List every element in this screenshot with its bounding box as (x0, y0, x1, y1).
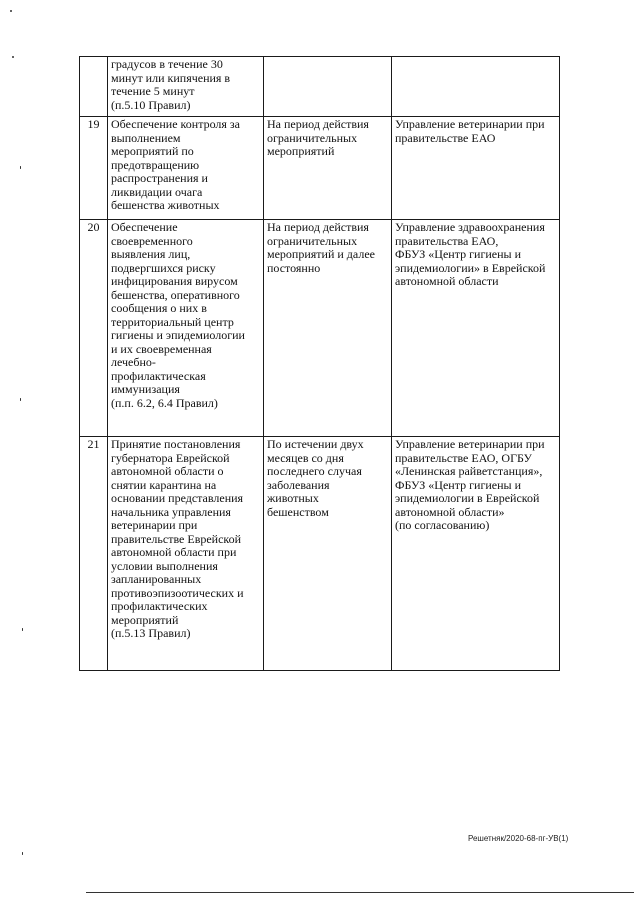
bottom-rule (86, 892, 634, 893)
term-text-line: последнего случая (267, 464, 362, 478)
term-text-line: По истечении двух (267, 437, 364, 451)
table-row (80, 57, 560, 117)
term-text-line: На период действия (267, 220, 369, 234)
responsible-text-line: автономной области» (395, 504, 505, 519)
measure-text-line: мероприятий по (111, 144, 194, 158)
responsible-text-line: Управление ветеринарии при (395, 117, 545, 131)
measure-text-line: (п.п. 6.2, 6.4 Правил) (111, 395, 218, 410)
document-id-footer: Решетняк/2020-68-пг-УВ(1) (468, 834, 569, 843)
measure-text-line: ветеринарии при (111, 518, 198, 532)
row-number-cell: 20 (80, 220, 108, 437)
term-cell (264, 220, 392, 437)
measure-text-line: снятии карантина на (111, 477, 217, 492)
measure-text-line: минут или кипячения в (111, 70, 231, 85)
scan-speck (12, 56, 14, 58)
measure-text-line: запланированных (111, 572, 202, 586)
responsible-text-line: (по согласованию) (395, 518, 490, 532)
responsible-text-line: правительстве ЕАО, ОГБУ (395, 450, 532, 465)
measure-text-line: бешенства, оперативного (111, 287, 240, 302)
measure-cell (108, 220, 264, 437)
measure-text-line: автономной области при (111, 545, 237, 559)
term-text-line: ограничительных (267, 130, 358, 145)
responsible-cell (392, 220, 560, 437)
measure-text-line: предотвращению (111, 157, 200, 172)
responsible-text-line: Управление ветеринарии при (395, 437, 545, 451)
table-row (80, 437, 560, 671)
measure-text-line: бешенства животных (111, 198, 220, 212)
measure-text-line: Принятие постановления (111, 437, 241, 451)
scan-speck (22, 852, 23, 855)
term-cell (264, 117, 392, 220)
measure-text-line: губернатора Еврейской (111, 450, 230, 465)
responsible-text-line: правительстве ЕАО (395, 130, 496, 145)
measure-text-line: Обеспечение контроля за (111, 117, 240, 131)
measure-text-line: распространения и (111, 171, 208, 185)
term-text-line: мероприятий и далее (267, 247, 375, 261)
responsible-cell (392, 57, 560, 117)
measure-text-line: течение 5 минут (111, 84, 195, 98)
scan-speck (20, 166, 21, 169)
responsible-text-line: ФБУЗ «Центр гигиены и (395, 477, 522, 492)
responsible-cell (392, 437, 560, 671)
measure-text-line: профилактических (111, 599, 208, 613)
measure-cell (108, 437, 264, 671)
measure-text-line: сообщения о них в (111, 301, 207, 315)
measure-text-line: основании представления (111, 491, 244, 505)
measure-text-line: подвергшихся риску (111, 260, 216, 275)
measure-text-line: условии выполнения (111, 558, 218, 573)
term-text-line: мероприятий (267, 144, 335, 158)
measure-text-line: лечебно- (111, 355, 156, 369)
measure-text-line: (п.5.13 Правил) (111, 626, 191, 640)
row-number-cell: 19 (80, 117, 108, 220)
responsible-text-line: автономной области (395, 274, 499, 288)
measure-text-line: правительстве Еврейской (111, 531, 242, 546)
term-text-line: постоянно (267, 260, 321, 275)
scan-speck (10, 10, 12, 12)
measure-text-line: профилактическая (111, 368, 206, 383)
measure-text-line: ликвидации очага (111, 184, 203, 199)
term-text-line: месяцев со дня (267, 450, 344, 465)
term-text-line: животных (267, 491, 319, 505)
scan-speck (22, 628, 23, 631)
term-text-line: ограничительных (267, 233, 358, 248)
measure-text-line: гигиены и эпидемиологии (111, 328, 245, 342)
measure-text-line: иммунизация (111, 382, 180, 396)
row-number-cell (80, 57, 108, 117)
responsible-text-line: правительства ЕАО, (395, 233, 499, 248)
measure-text-line: выполнением (111, 130, 181, 145)
term-cell (264, 437, 392, 671)
measure-text-line: начальника управления (111, 504, 231, 519)
responsible-text-line: Управление здравоохранения (395, 220, 545, 234)
measure-cell (108, 117, 264, 220)
responsible-cell (392, 117, 560, 220)
measure-text-line: Обеспечение (111, 220, 178, 234)
measure-text-line: противоэпизоотических и (111, 585, 244, 600)
responsible-text-line: ФБУЗ «Центр гигиены и (395, 247, 522, 261)
term-text-line: заболевания (267, 477, 330, 492)
responsible-text-line: эпидемиологии» в Еврейской (395, 260, 546, 275)
table-row (80, 220, 560, 437)
measures-table (79, 56, 560, 671)
term-text-line: бешенством (267, 504, 329, 519)
row-number-cell: 21 (80, 437, 108, 671)
scan-speck (20, 398, 21, 401)
measure-text-line: мероприятий (111, 612, 179, 627)
measure-text-line: (п.5.10 Правил) (111, 97, 191, 112)
measure-text-line: выявления лиц, (111, 247, 191, 261)
measure-text-line: градусов в течение 30 (111, 57, 223, 71)
measure-text-line: и их своевременная (111, 341, 212, 356)
measure-text-line: инфицирования вирусом (111, 274, 238, 288)
measure-cell (108, 57, 264, 117)
term-cell (264, 57, 392, 117)
measure-text-line: автономной области о (111, 464, 224, 478)
responsible-text-line: эпидемиологии в Еврейской (395, 491, 540, 505)
term-text-line: На период действия (267, 117, 369, 131)
table-row (80, 117, 560, 220)
measure-text-line: своевременного (111, 233, 193, 248)
responsible-text-line: «Ленинская райветстанция», (395, 464, 543, 478)
measure-text-line: территориальный центр (111, 314, 234, 329)
